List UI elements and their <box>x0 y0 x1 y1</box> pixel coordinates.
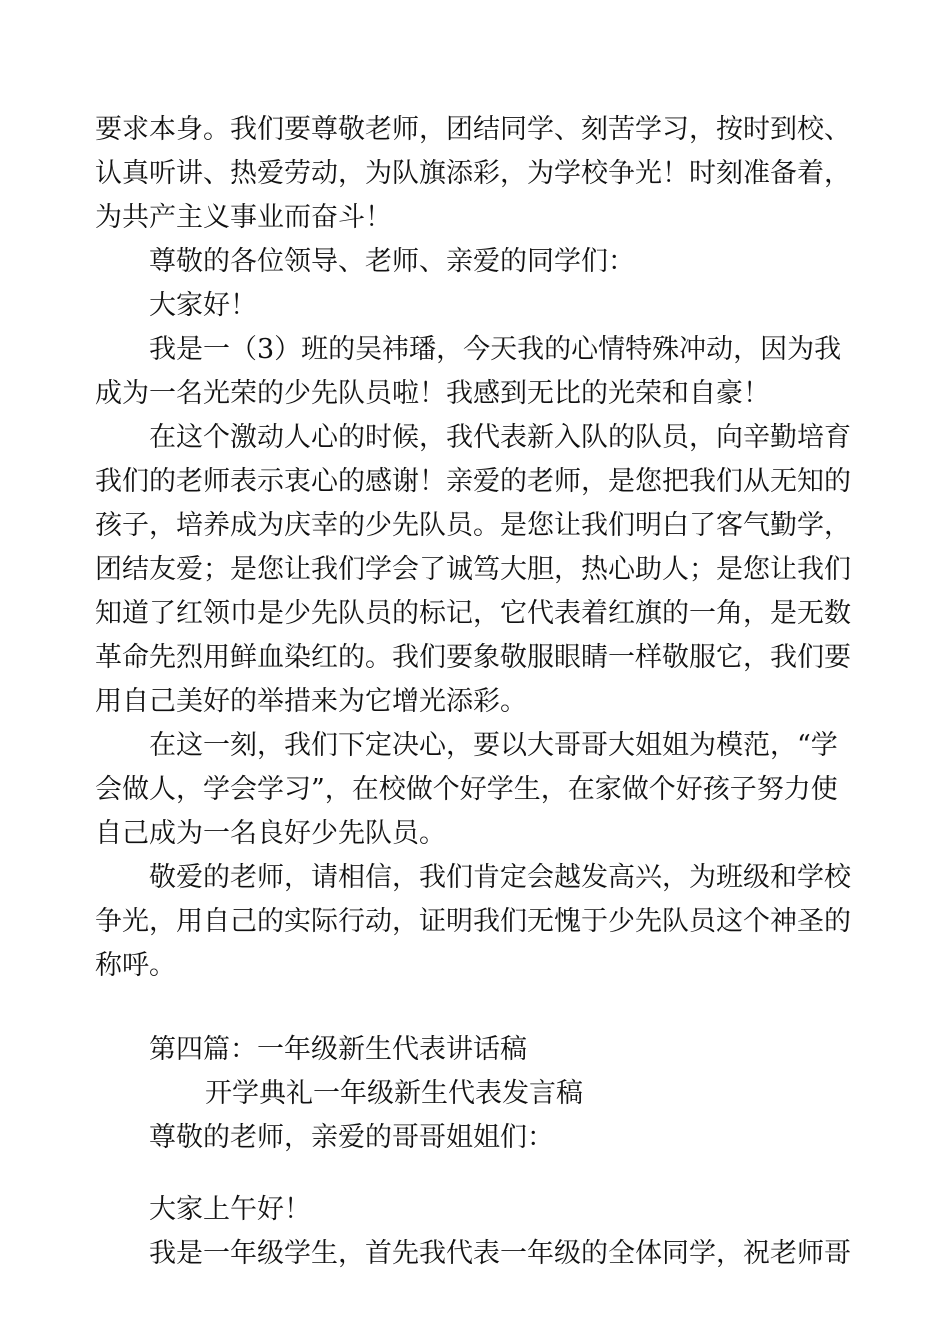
text-line: 在这一刻，我们下定决心，要以大哥哥大姐姐为模范，“学 <box>149 730 838 761</box>
section-subtitle: 开学典礼一年级新生代表发言稿 <box>205 1078 583 1109</box>
text-line: 孩子，培养成为庆幸的少先队员。是您让我们明白了客气勤学， <box>95 510 851 541</box>
greeting-line: 大家好！ <box>149 290 257 321</box>
text-line: 我们的老师表示衷心的感谢！亲爱的老师，是您把我们从无知的 <box>95 466 851 497</box>
greeting-line: 大家上午好！ <box>149 1194 311 1225</box>
salutation: 尊敬的老师，亲爱的哥哥姐姐们： <box>149 1122 554 1153</box>
text-line: 为共产主义事业而奋斗！ <box>95 202 392 233</box>
text-line: 成为一名光荣的少先队员啦！我感到无比的光荣和自豪！ <box>95 378 770 409</box>
text-line: 要求本身。我们要尊敬老师，团结同学、刻苦学习，按时到校、 <box>95 114 851 145</box>
text-line: 用自己美好的举措来为它增光添彩。 <box>95 686 527 717</box>
text-line: 我是一年级学生，首先我代表一年级的全体同学，祝老师哥 <box>149 1238 851 1269</box>
text-line: 认真听讲、热爱劳动，为队旗添彩，为学校争光！时刻准备着， <box>95 158 851 189</box>
text-line: 革命先烈用鲜血染红的。我们要象敬服眼睛一样敬服它，我们要 <box>95 642 851 673</box>
text-line: 自己成为一名良好少先队员。 <box>95 818 446 849</box>
text-line: 称呼。 <box>95 950 176 981</box>
text-line: 团结友爱；是您让我们学会了诚笃大胆，热心助人；是您让我们 <box>95 554 851 585</box>
text-line: 在这个激动人心的时候，我代表新入队的队员，向辛勤培育 <box>149 422 851 453</box>
text-line: 敬爱的老师，请相信，我们肯定会越发高兴，为班级和学校 <box>149 862 851 893</box>
section-heading: 第四篇：一年级新生代表讲话稿 <box>149 1034 527 1065</box>
text-line: 会做人，学会学习”，在校做个好学生，在家做个好孩子努力使 <box>95 774 838 805</box>
text-line: 我是一（3）班的吴祎璠，今天我的心情特殊冲动，因为我 <box>149 334 842 365</box>
text-line: 争光，用自己的实际行动，证明我们无愧于少先队员这个神圣的 <box>95 906 851 937</box>
salutation: 尊敬的各位领导、老师、亲爱的同学们： <box>149 246 635 277</box>
text-line: 知道了红领巾是少先队员的标记，它代表着红旗的一角，是无数 <box>95 598 851 629</box>
